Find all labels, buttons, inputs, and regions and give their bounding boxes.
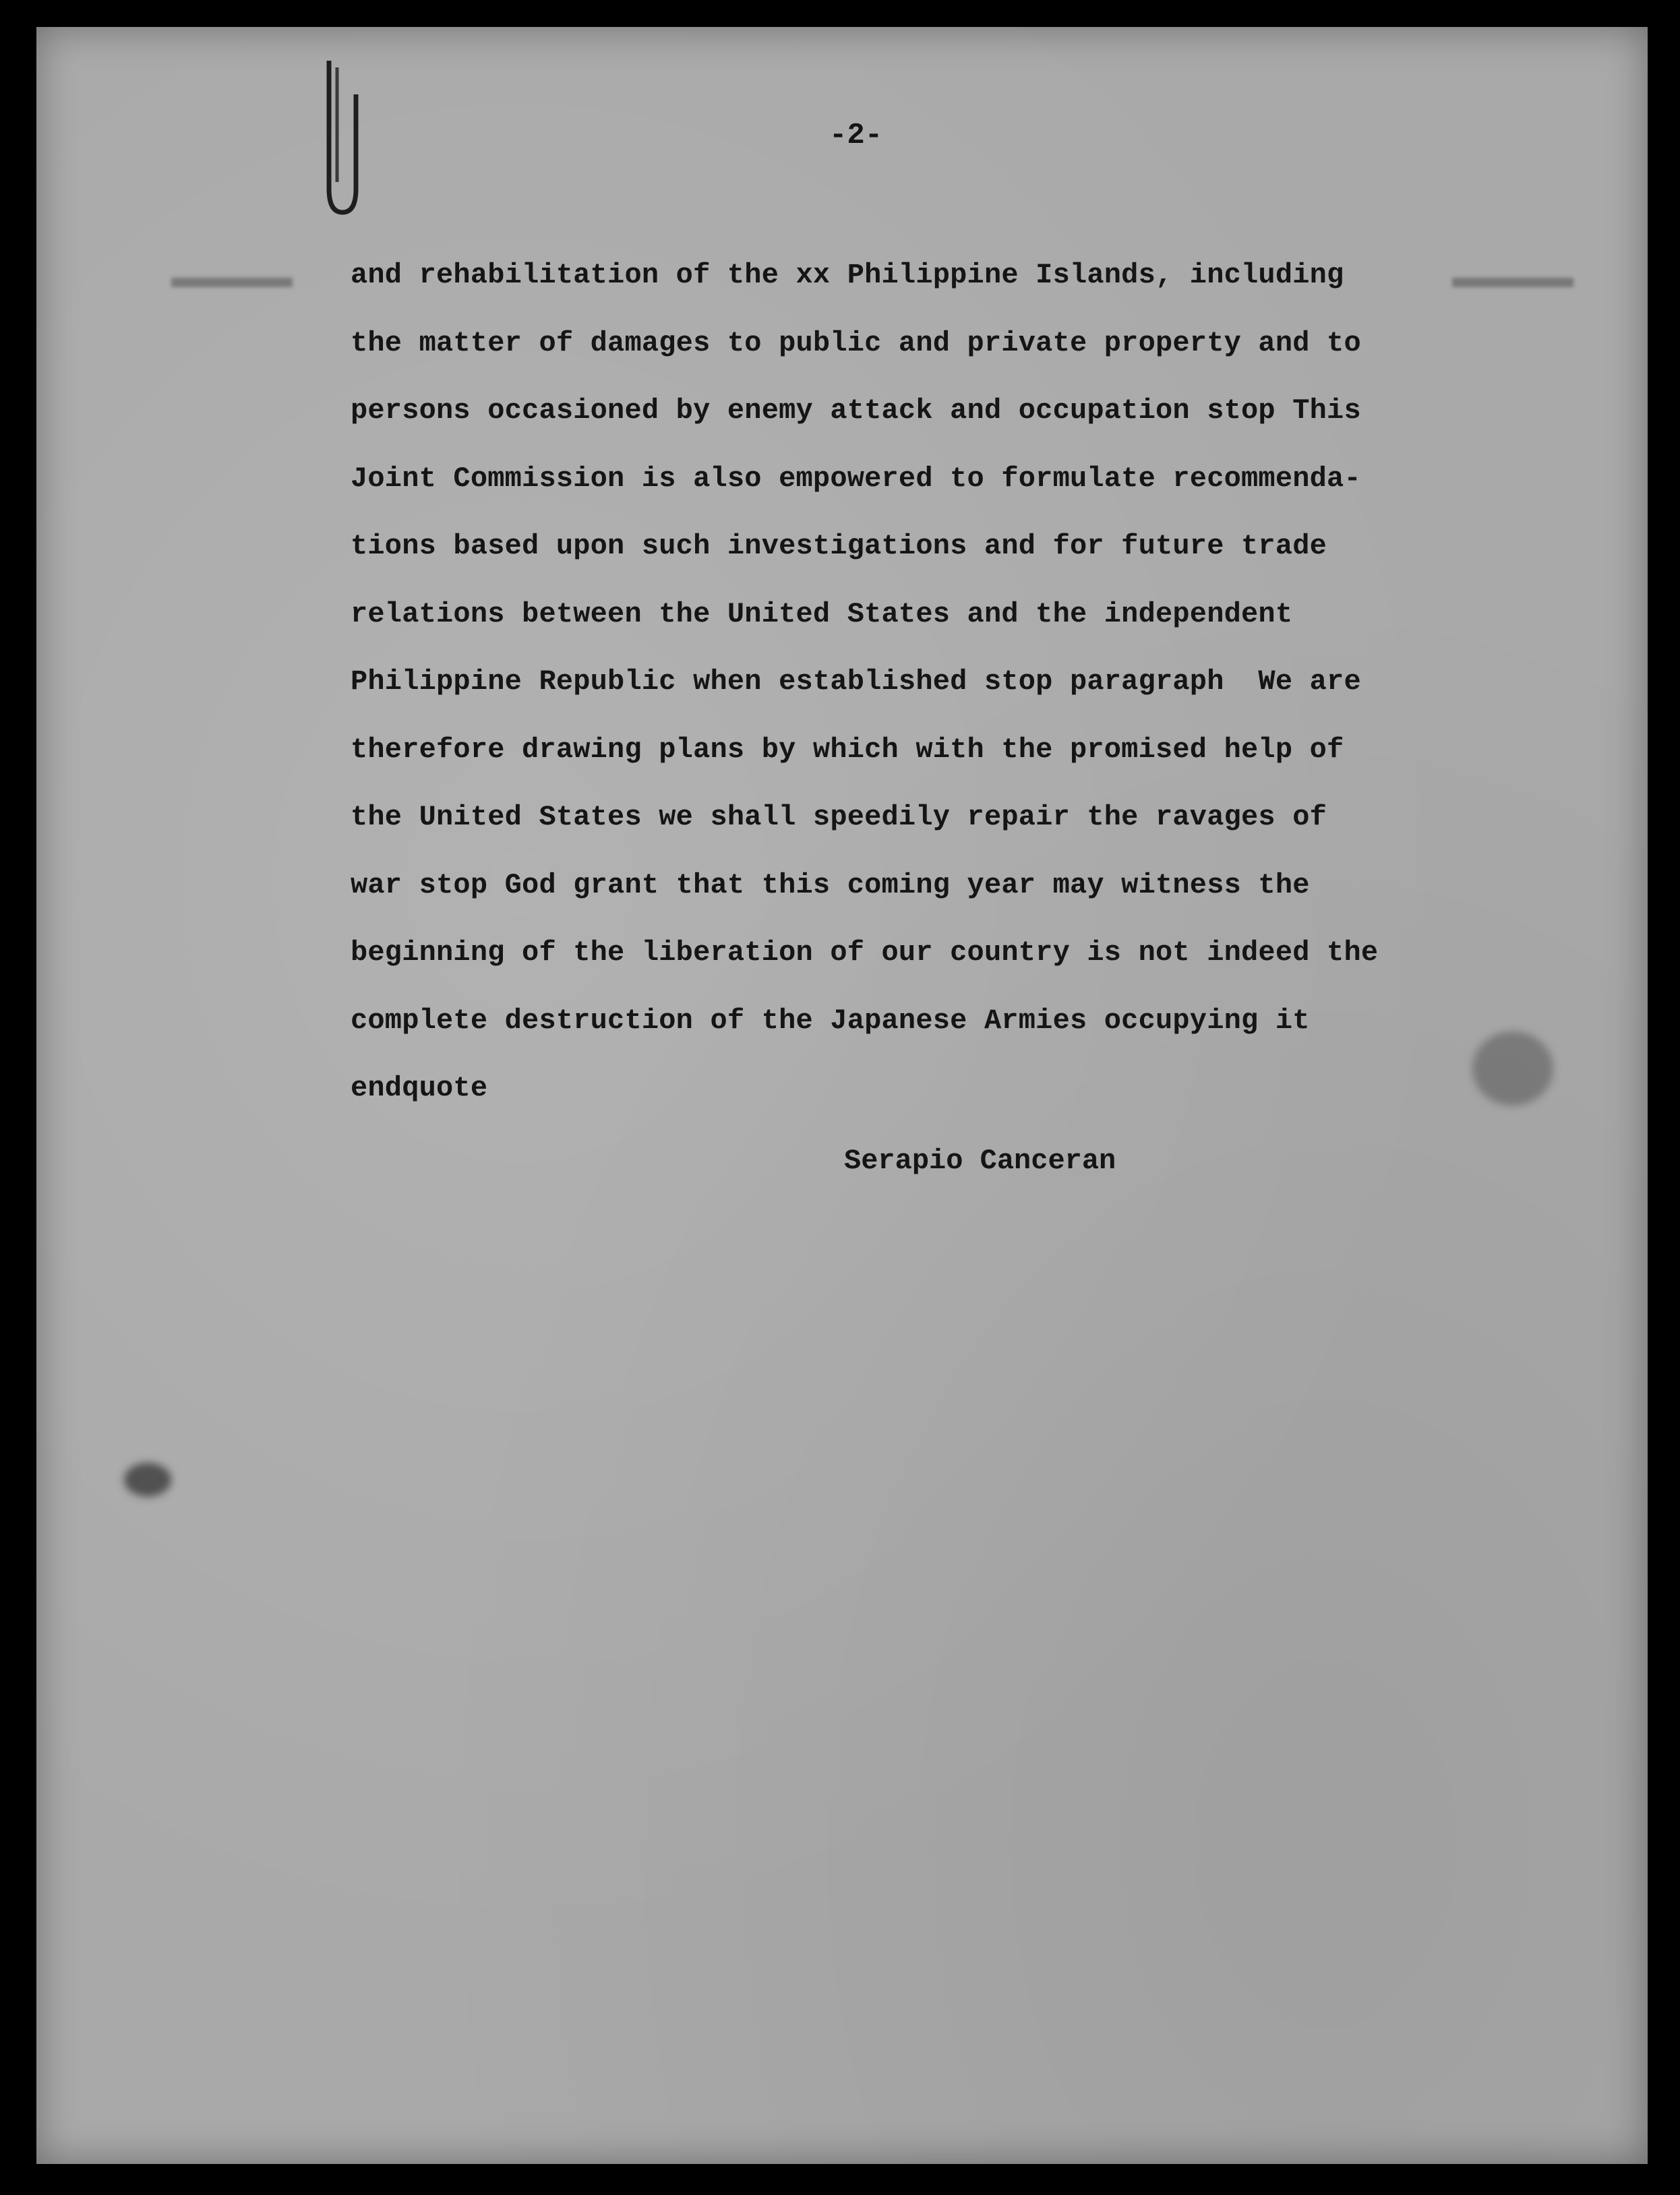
text-line: the United States we shall speedily repair the ravages of bbox=[351, 801, 1327, 833]
stain-left bbox=[124, 1463, 171, 1497]
text-line: endquote bbox=[351, 1072, 488, 1104]
text-line: and rehabilitation of the xx Philippine Islands, including bbox=[351, 259, 1344, 291]
letter-body bbox=[351, 253, 1443, 1135]
text-line: Philippine Republic when established stop paragraph We are bbox=[351, 665, 1361, 698]
signature-name: Serapio Canceran bbox=[844, 1145, 1116, 1177]
text-line: persons occasioned by enemy attack and occupation stop This bbox=[351, 394, 1361, 427]
text-line: relations between the United States and the independent bbox=[351, 597, 1293, 630]
stain-right bbox=[1472, 1031, 1553, 1106]
text-line: complete destruction of the Japanese Armies occupying it bbox=[351, 1004, 1310, 1037]
text-line: the matter of damages to public and private property and to bbox=[351, 326, 1361, 359]
smudge-right bbox=[1452, 278, 1573, 287]
text-line: war stop God grant that this coming year may witness the bbox=[351, 868, 1310, 901]
text-line: Joint Commission is also empowered to formulate recommenda- bbox=[351, 462, 1361, 495]
text-line: beginning of the liberation of our country is not indeed the bbox=[351, 936, 1379, 969]
text-line: therefore drawing plans by which with the promised help of bbox=[351, 733, 1344, 766]
paperclip-mark bbox=[322, 54, 363, 222]
page-number: -2- bbox=[829, 119, 883, 152]
text-line: tions based upon such investigations and for future trade bbox=[351, 530, 1327, 562]
smudge-left bbox=[171, 278, 293, 287]
